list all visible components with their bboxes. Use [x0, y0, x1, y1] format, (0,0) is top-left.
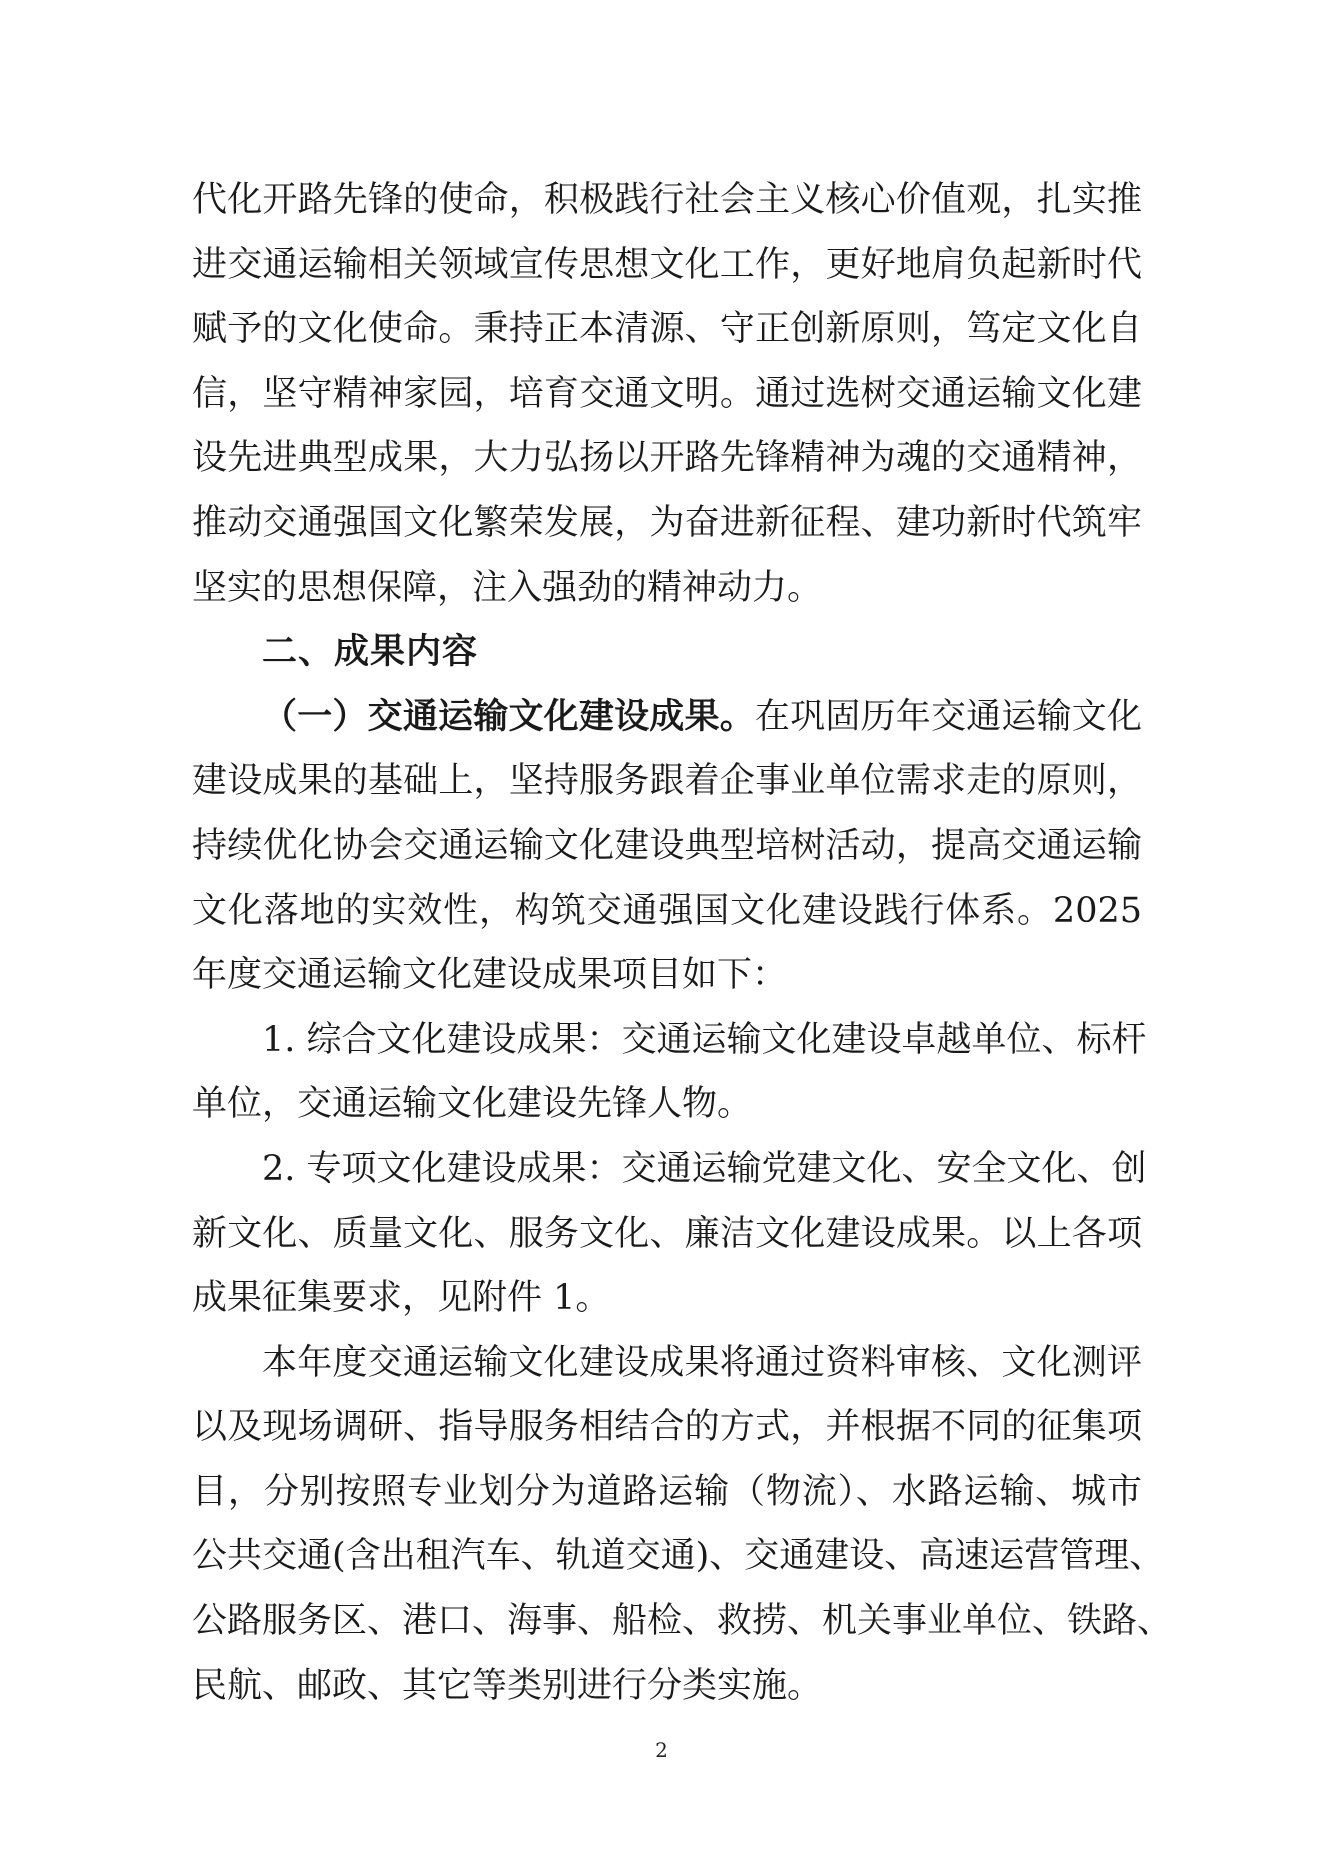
text-line-first: 2. 专项文化建设成果：交通运输党建文化、安全文化、创	[262, 1148, 1147, 1189]
paragraph-subsection-1	[192, 685, 1142, 1008]
text-line: 设先进典型成果，大力弘扬以开路先锋精神为魂的交通精神，	[192, 438, 1142, 479]
subsection-text: 在巩固历年交通运输文化	[754, 696, 1142, 737]
text-line: 公共交通(含出租汽车、轨道交通)、交通建设、高速运营管理、	[192, 1536, 1165, 1577]
text-line: 信，坚守精神家园，培育交通文明。通过选树交通运输文化建	[192, 373, 1142, 414]
section-heading: 二、成果内容	[262, 632, 479, 673]
text-line: 建设成果的基础上，坚持服务跟着企事业单位需求走的原则，	[192, 761, 1142, 802]
text-line: 民航、邮政、其它等类别进行分类实施。	[192, 1665, 823, 1706]
text-line-first: 1. 综合文化建设成果：交通运输文化建设卓越单位、标杆	[262, 1019, 1147, 1060]
paragraph-item-2	[192, 1137, 1147, 1331]
text-line: 以及现场调研、指导服务相结合的方式，并根据不同的征集项	[192, 1407, 1142, 1448]
text-line: 公路服务区、港口、海事、船检、救捞、机关事业单位、铁路、	[192, 1601, 1173, 1642]
text-line-first: 本年度交通运输文化建设成果将通过资料审核、文化测评	[262, 1342, 1142, 1383]
text-line: 单位，交通运输文化建设先锋人物。	[192, 1084, 753, 1125]
page-number: 2	[655, 1738, 668, 1762]
text-line: 推动交通强国文化繁荣发展，为奋进新征程、建功新时代筑牢	[192, 502, 1142, 543]
text-line: 坚实的思想保障，注入强劲的精神动力。	[192, 567, 823, 608]
paragraph-annual	[192, 1331, 1173, 1719]
paragraph-intro	[192, 168, 1142, 620]
subsection-title: （一）交通运输文化建设成果。	[262, 695, 755, 737]
text-line: 新文化、质量文化、服务文化、廉洁文化建设成果。以上各项	[192, 1213, 1142, 1254]
text-line: 代化开路先锋的使命，积极践行社会主义核心价值观，扎实推	[192, 180, 1142, 220]
text-line: 持续优化协会交通运输文化建设典型培树活动，提高交通运输	[192, 825, 1142, 866]
paragraph-item-1	[192, 1008, 1147, 1137]
text-line: 目，分别按照专业划分为道路运输（物流）、水路运输、城市	[192, 1471, 1142, 1512]
text-line-first	[192, 685, 1142, 750]
text-line: 年度交通运输文化建设成果项目如下：	[192, 955, 788, 996]
document-body	[192, 168, 1173, 1718]
text-line: 文化落地的实效性，构筑交通强国文化建设践行体系。2025	[192, 890, 1142, 931]
text-line: 赋予的文化使命。秉持正本清源、守正创新原则，笃定文化自	[192, 309, 1142, 350]
text-line: 进交通运输相关领域宣传思想文化工作，更好地肩负起新时代	[192, 244, 1142, 285]
text-line: 成果征集要求，见附件 1。	[192, 1278, 611, 1319]
